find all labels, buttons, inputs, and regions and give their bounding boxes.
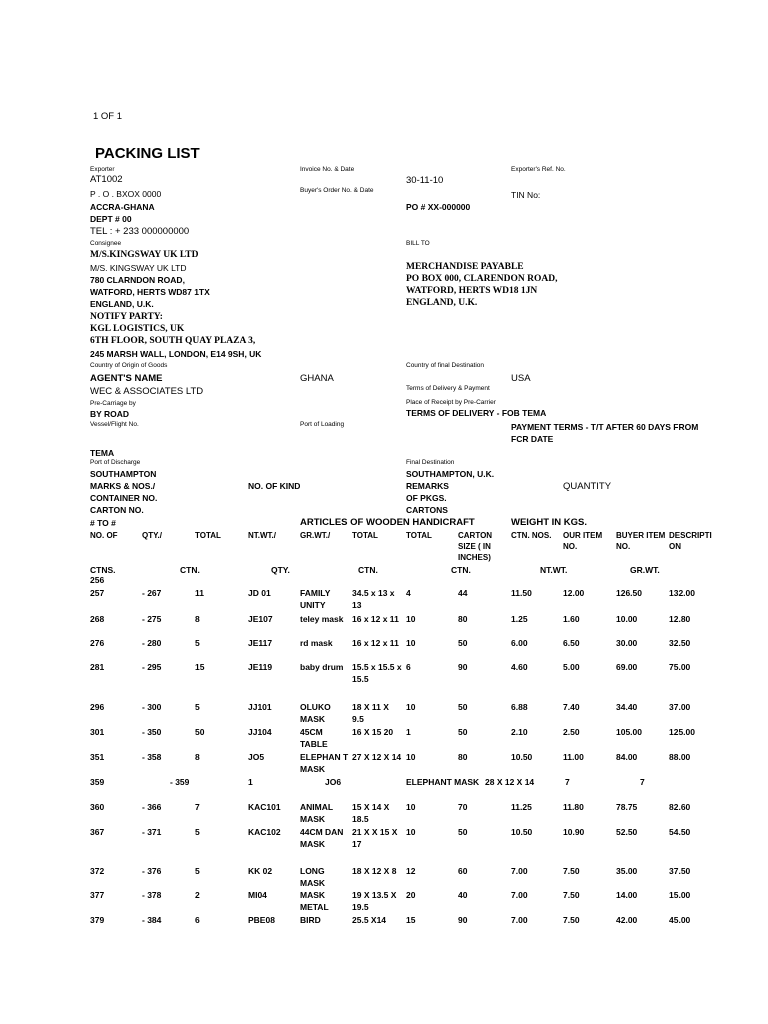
table-cell: 34.40 [616,702,638,712]
table-cell: 75.00 [669,662,691,672]
table-cell: 7.50 [563,866,580,876]
table-cell: 37.50 [669,866,691,876]
table-cell: 6.88 [511,702,528,712]
table-cell: 16 x 12 x 11 [352,638,399,648]
column-header: BUYER ITEM NO. [616,531,666,551]
marks-label: MARKS & NOS./ [90,481,156,491]
consignee-name: M/S.KINGSWAY UK LTD [90,250,199,260]
table-cell: 10.50 [511,752,533,762]
table-cell: JO6 [325,777,342,787]
table-cell: JE107 [248,614,273,624]
table-cell: 30.00 [616,638,638,648]
table-cell: - 267 [142,588,162,598]
table-cell: JO5 [248,752,265,762]
exporter-code: AT1002 [90,174,123,185]
table-cell: - 376 [142,866,162,876]
table-cell: 5 [195,638,200,648]
table-cell: 377 [90,890,105,900]
agent-name-label: AGENT'S NAME [90,373,163,384]
carton-label: CARTON NO. [90,505,144,515]
table-cell: 10 [406,802,416,812]
table-cell: 34.5 x 13 x 13 [352,588,395,610]
label-country-dest: Country of final Destination [406,362,485,369]
sub-header: GR.WT. [630,565,660,575]
table-cell: 359 [90,777,105,787]
column-header: QTY./ [142,531,163,540]
table-cell: 11.80 [563,802,584,812]
table-cell: 10.00 [616,614,638,624]
table-cell: 5.00 [563,662,580,672]
consignee-line: ENGLAND, U.K. [90,299,154,309]
table-cell: ELEPHANT MASK [406,777,480,787]
bill-to-line: PO BOX 000, CLARENDON ROAD, [406,274,558,284]
po-number: PO # XX-000000 [406,202,471,212]
table-cell: 276 [90,638,105,648]
column-header: TOTAL [352,531,378,540]
no-kind-label: NO. OF KIND [248,481,301,491]
quantity-label: QUANTITY [563,481,612,492]
table-cell: 45.00 [669,915,691,925]
label-consignee: Consignee [90,240,122,247]
column-header: NO. OF [90,531,118,540]
table-cell: 7.50 [563,915,580,925]
label-buyer-order: Buyer's Order No. & Date [300,187,374,194]
country-origin: GHANA [300,373,334,384]
table-cell: 11.00 [563,752,584,762]
column-header: CTN. NOS. [511,531,552,540]
table-cell: BIRD [300,915,321,925]
table-cell: 268 [90,614,105,624]
table-cell: KAC101 [248,802,281,812]
notify-line: 245 MARSH WALL, LONDON, E14 9SH, UK [90,349,262,359]
label-place-receipt: Place of Receipt by Pre-Carrier [406,399,496,406]
pre-carriage: BY ROAD [90,409,130,419]
port-loading: TEMA [90,448,115,458]
column-header: DESCRIPTI ON [669,531,712,551]
column-header: NT.WT./ [248,531,276,540]
exporter-line: P . O . BXOX 0000 [90,189,162,199]
sub-header: CTN. [180,565,200,575]
label-terms: Terms of Delivery & Payment [406,385,490,392]
table-cell: - 300 [142,702,162,712]
fcr-date: FCR DATE [511,434,554,444]
column-header: GR.WT./ [300,531,331,540]
sub-header: QTY. [271,565,290,575]
bill-to-line: ENGLAND, U.K. [406,298,478,308]
to-label: # TO # [90,518,116,528]
table-cell: 2 [195,890,200,900]
table-cell: 44 [458,588,468,598]
weight-heading: WEIGHT IN KGS. [511,517,587,528]
table-cell: PBE08 [248,915,275,925]
table-cell: 18 X 12 X 8 [352,866,397,876]
table-cell: - 280 [142,638,162,648]
table-cell: 90 [458,662,468,672]
table-cell: 5 [195,827,200,837]
port-discharge: SOUTHAMPTON [90,469,157,479]
table-cell: 10 [406,702,416,712]
table-cell: 15 [406,915,416,925]
table-cell: 7.50 [563,890,580,900]
label-port-loading: Port of Loading [300,421,345,428]
table-cell: 35.00 [616,866,638,876]
table-cell: 80 [458,614,468,624]
table-cell: 10 [406,638,416,648]
table-cell: 12.80 [669,614,691,624]
table-cell: 7.00 [511,866,528,876]
country-destination: USA [511,373,531,384]
consignee-line: WATFORD, HERTS WD87 1TX [90,287,210,297]
notify-line: 6TH FLOOR, SOUTH QUAY PLAZA 3, [90,336,256,346]
bill-to-line: WATFORD, HERTS WD18 1JN [406,286,538,296]
table-cell: 14.00 [616,890,638,900]
table-cell: 296 [90,702,105,712]
table-cell: 7 [565,777,570,787]
table-cell: 7.40 [563,702,580,712]
table-cell: 6.50 [563,638,580,648]
table-cell: - 350 [142,727,162,737]
table-cell: 16 X 15 20 [352,727,394,737]
table-cell: - 359 [170,777,190,787]
table-cell: baby drum [300,662,344,672]
pkgs-label: OF PKGS. [406,493,447,503]
table-cell: MASK METAL [300,890,329,912]
table-cell: 15 [195,662,205,672]
tin-number: TIN No: [511,190,541,200]
table-cell: 126.50 [616,588,642,598]
table-cell: - 366 [142,802,162,812]
table-cell: - 384 [142,915,162,925]
table-cell: teley mask [300,614,344,624]
notify-heading: NOTIFY PARTY: [90,312,163,322]
table-cell: 27 X 12 X 14 [352,752,402,762]
table-cell: 5 [195,702,200,712]
table-cell: 69.00 [616,662,638,672]
table-cell: 20 [406,890,416,900]
table-cell: 60 [458,866,468,876]
table-cell: 10 [406,752,416,762]
table-cell: 2.50 [563,727,580,737]
label-vessel: Vessel/Flight No. [90,421,139,428]
table-cell: 50 [195,727,205,737]
table-cell: JD 01 [248,588,271,598]
label-bill-to: BILL TO [406,240,430,247]
table-cell: 2.10 [511,727,528,737]
cartons-label: CARTONS [406,505,448,515]
table-cell: 6 [406,662,411,672]
table-cell: - 275 [142,614,162,624]
table-cell: 7.00 [511,890,528,900]
label-exporter-ref: Exporter's Ref. No. [511,166,566,173]
exporter-line: ACCRA-GHANA [90,202,155,212]
bill-to-line: MERCHANDISE PAYABLE [406,262,524,272]
table-cell: 367 [90,827,105,837]
table-cell: 1 [406,727,411,737]
table-cell: JE119 [248,662,273,672]
table-cell: 360 [90,802,105,812]
table-cell: 372 [90,866,105,876]
table-cell: - 358 [142,752,162,762]
container-label: CONTAINER NO. [90,493,158,503]
table-cell: ELEPHAN T MASK [300,752,349,774]
table-cell: 8 [195,752,200,762]
label-port-discharge: Port of Discharge [90,459,141,466]
table-cell: 1.25 [511,614,528,624]
label-exporter: Exporter [90,166,115,173]
table-cell: 125.00 [669,727,695,737]
table-cell: 11.25 [511,802,532,812]
table-cell: 105.00 [616,727,642,737]
table-cell: 88.00 [669,752,691,762]
label-invoice: Invoice No. & Date [300,166,355,173]
table-cell: 15 X 14 X 18.5 [352,802,390,824]
column-header: TOTAL [406,531,432,540]
consignee-line: 780 CLARNDON ROAD, [90,275,185,285]
invoice-date: 30-11-10 [406,175,444,186]
table-cell: 8 [195,614,200,624]
table-cell: 6 [195,915,200,925]
column-header: OUR ITEM NO. [563,531,603,551]
table-cell: 1.60 [563,614,580,624]
table-cell: ANIMAL MASK [300,802,333,824]
table-cell: 12.00 [563,588,585,598]
payment-terms: PAYMENT TERMS - T/T AFTER 60 DAYS FROM [511,422,699,432]
table-cell: 15.5 x 15.5 x 15.5 [352,662,402,684]
exporter-line: DEPT # 00 [90,214,132,224]
table-cell: 10.90 [563,827,585,837]
table-cell: 281 [90,662,105,672]
table-cell: 54.50 [669,827,691,837]
table-cell: 50 [458,702,468,712]
table-cell: 7 [195,802,200,812]
column-header: CARTON SIZE ( IN INCHES) [458,531,493,562]
final-destination: SOUTHAMPTON, U.K. [406,469,495,479]
table-cell: 379 [90,915,105,925]
table-cell: OLUKO MASK [300,702,331,724]
table-cell: 40 [458,890,468,900]
table-cell: 19 X 13.5 X 19.5 [352,890,397,912]
sub-header: CTN. [451,565,471,575]
exporter-line: TEL : + 233 000000000 [90,226,190,237]
table-cell: FAMILY UNITY [300,588,331,610]
table-cell: 45CM TABLE [300,727,328,749]
table-cell: 50 [458,727,468,737]
table-cell: - 295 [142,662,162,672]
terms-delivery: TERMS OF DELIVERY - FOB TEMA [406,408,547,418]
table-cell: 42.00 [616,915,638,925]
page-title: PACKING LIST [95,145,200,162]
table-cell: 7.00 [511,915,528,925]
table-cell: 132.00 [669,588,695,598]
table-cell: LONG MASK [300,866,326,888]
table-cell: 6.00 [511,638,528,648]
consignee-line: M/S. KINGSWAY UK LTD [90,263,187,273]
table-cell: 25.5 X14 [352,915,387,925]
label-country-origin: Country of Origin of Goods [90,362,168,369]
table-cell: 82.60 [669,802,691,812]
articles-heading: ARTICLES OF WOODEN HANDICRAFT [300,517,475,528]
table-cell: 15.00 [669,890,691,900]
table-cell: 84.00 [616,752,638,762]
column-header: TOTAL [195,531,221,540]
table-cell: 52.50 [616,827,638,837]
table-cell: 28 X 12 X 14 [485,777,535,787]
table-cell: 44CM DAN MASK [300,827,344,849]
table-cell: MI04 [248,890,267,900]
agent-name: WEC & ASSOCIATES LTD [90,386,204,397]
table-cell: 11.50 [511,588,532,598]
table-cell: JJ104 [248,727,272,737]
table-cell: 7 [640,777,645,787]
table-cell: 11 [195,588,204,598]
table-cell: 32.50 [669,638,691,648]
table-cell: 50 [458,638,468,648]
table-cell: - 371 [142,827,162,837]
table-cell: 351 [90,752,105,762]
notify-line: KGL LOGISTICS, UK [90,324,185,334]
table-cell: 80 [458,752,468,762]
table-cell: rd mask [300,638,333,648]
table-cell: 301 [90,727,105,737]
table-cell: 10.50 [511,827,533,837]
table-cell: 1 [248,777,253,787]
table-cell: 70 [458,802,468,812]
table-cell: 12 [406,866,416,876]
label-pre-carriage: Pre-Carriage by [90,400,136,407]
table-cell: - 378 [142,890,162,900]
table-cell: 4 [406,588,411,598]
sub-header: NT.WT. [540,565,568,575]
table-cell: JE117 [248,638,273,648]
table-cell: 5 [195,866,200,876]
table-cell: 16 x 12 x 11 [352,614,399,624]
label-final-dest: Final Destination [406,459,455,466]
sub-header: CTN. [358,565,378,575]
table-cell: 18 X 11 X 9.5 [352,702,389,724]
remarks-label: REMARKS [406,481,449,491]
table-cell: JJ101 [248,702,272,712]
sub-header: CTNS. [90,565,116,575]
table-cell: 37.00 [669,702,691,712]
table-cell: 50 [458,827,468,837]
table-cell: 257 [90,588,105,598]
table-cell: 21 X X 15 X 17 [352,827,398,849]
table-cell: 4.60 [511,662,528,672]
first-carton: 256 [90,575,105,585]
table-cell: 90 [458,915,468,925]
page-number: 1 OF 1 [93,111,123,122]
table-cell: KK 02 [248,866,273,876]
table-cell: 78.75 [616,802,638,812]
table-cell: KAC102 [248,827,281,837]
table-cell: 10 [406,827,416,837]
table-cell: 10 [406,614,416,624]
